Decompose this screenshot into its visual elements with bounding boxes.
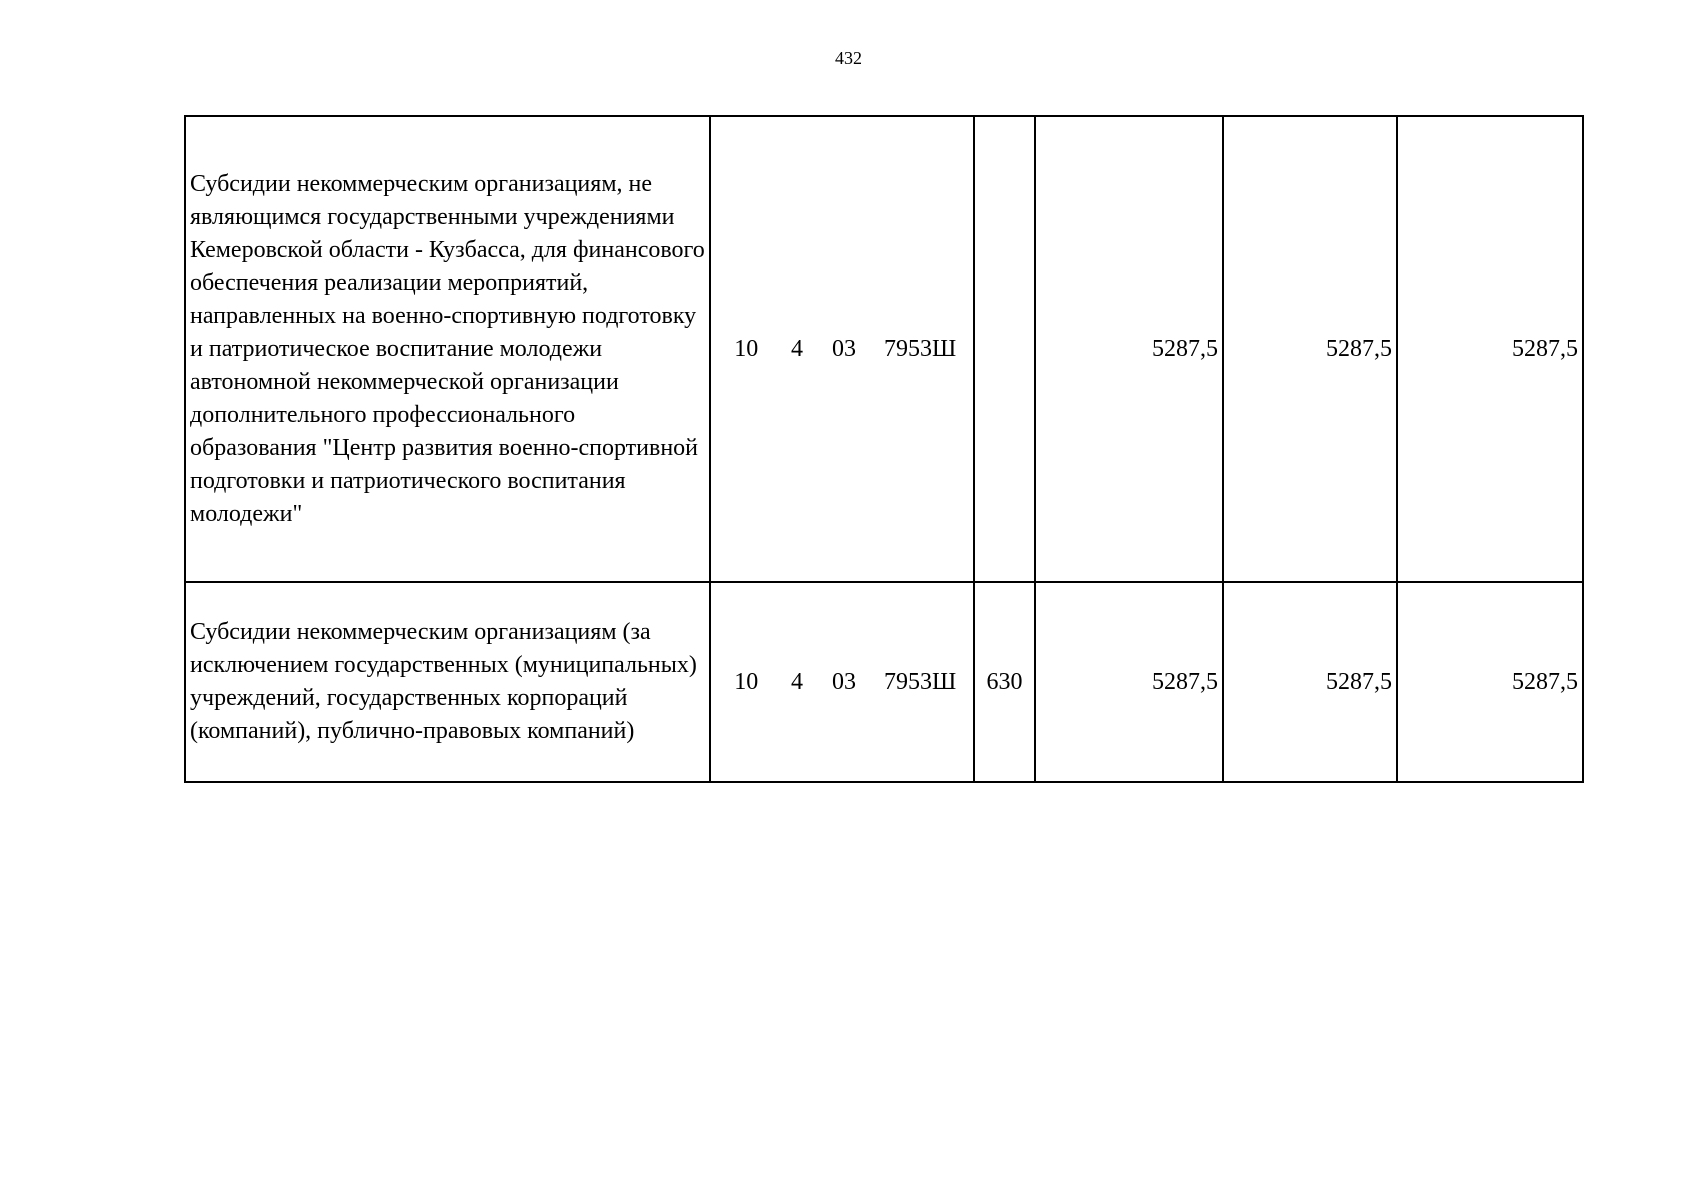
section-code: 10 [734,335,759,362]
amount-year-2: 5287,5 [1223,582,1397,782]
program-code: 4 [791,335,804,362]
row-description: Субсидии некоммерческим организациям (за исключением государственных (муниципальных) учреждений, государственных корпораций (компаний), публично-правовых компаний) [185,582,710,782]
page-number: 432 [835,48,862,68]
row-codes [710,116,974,582]
amount-year-3: 5287,5 [1397,582,1583,782]
row-codes [710,582,974,782]
direction-code: 7953Ш [884,668,957,695]
table-row [185,582,1583,782]
section-code: 10 [734,668,759,695]
row-description: Субсидии некоммерческим организациям, не являющимся государственными учреждениями Кемеровской области - Кузбасса, для финансового обеспечения реализации мероприятий, направленных на военно-спортивную подготовку и патриотическое воспитание молодежи автономной некоммерческой организации дополнительного профессионального образования "Центр развития военно-спортивной подготовки и патриотического воспитания молодежи" [185,116,710,582]
expense-type-code [974,116,1035,582]
amount-year-1: 5287,5 [1035,116,1223,582]
table-row [185,116,1583,582]
subprogram-code: 03 [831,668,856,695]
amount-year-1: 5287,5 [1035,582,1223,782]
expense-type-code: 630 [974,582,1035,782]
amount-year-2: 5287,5 [1223,116,1397,582]
program-code: 4 [791,668,804,695]
amount-year-3: 5287,5 [1397,116,1583,582]
subprogram-code: 03 [831,335,856,362]
direction-code: 7953Ш [884,335,957,362]
budget-table [184,115,1584,783]
